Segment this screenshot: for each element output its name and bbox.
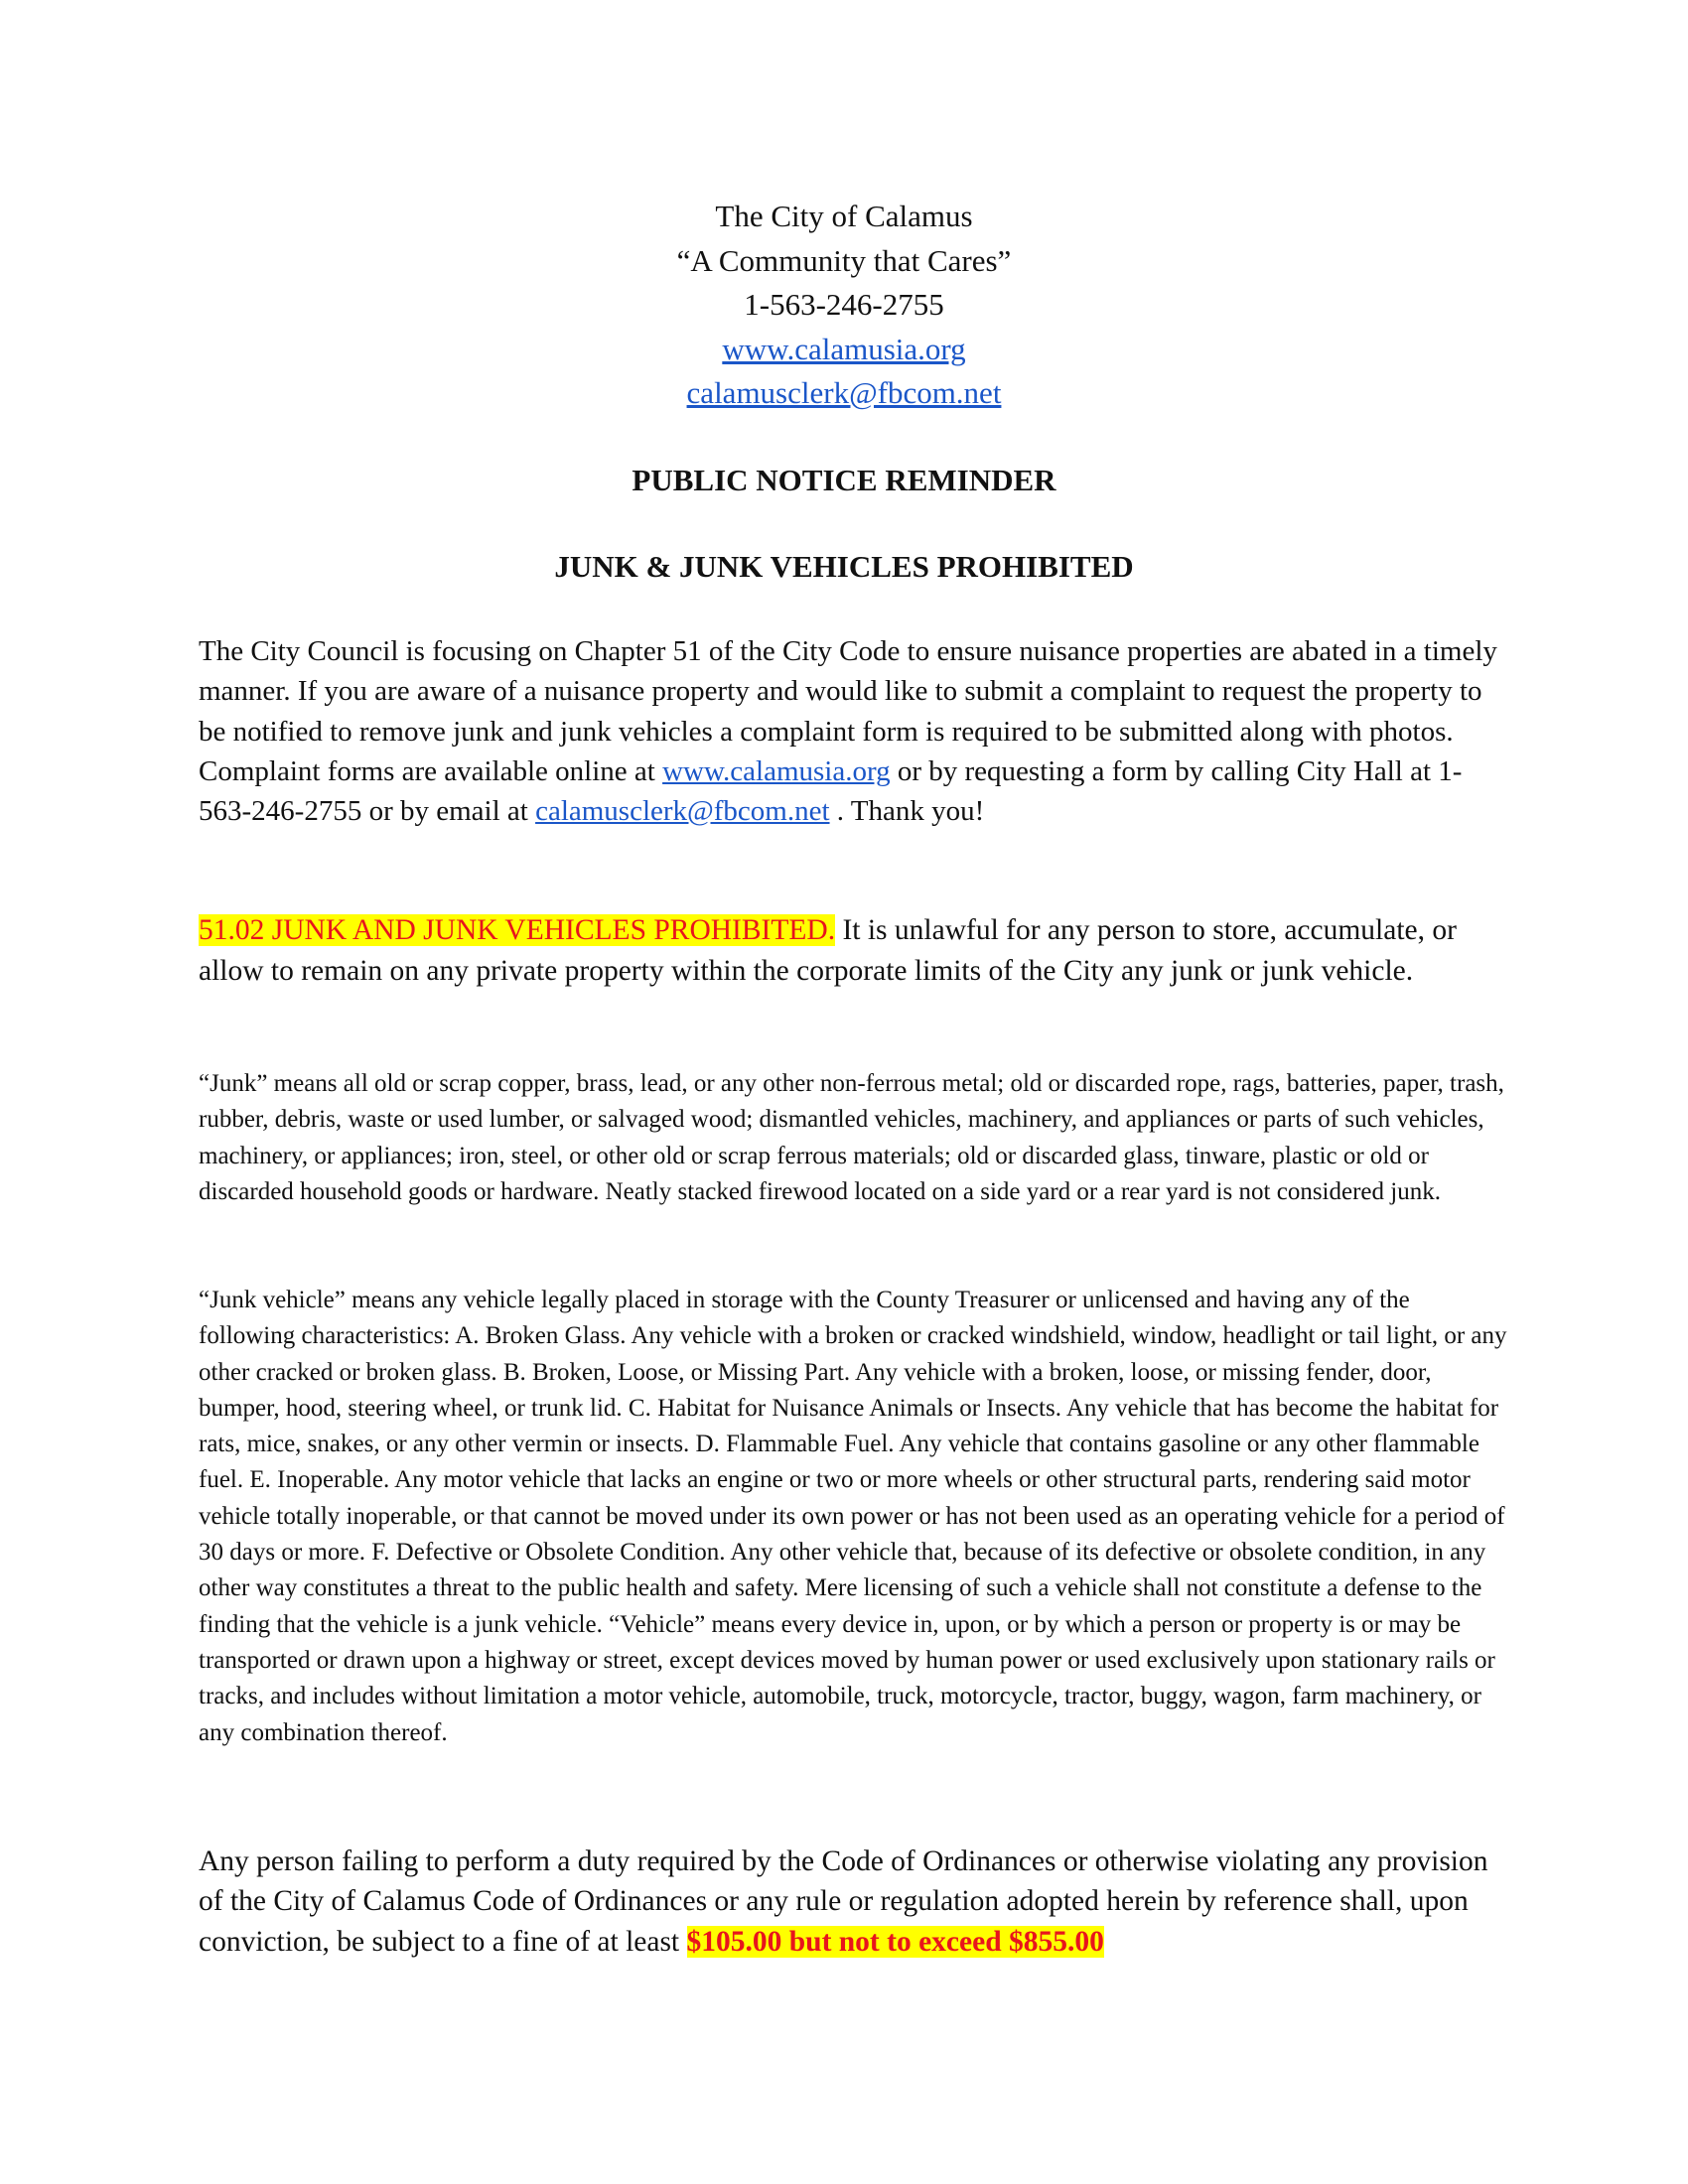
letterhead: [0, 195, 1688, 416]
junk-definition-text: “Junk” means all old or scrap copper, brass, lead, or any other non-ferrous metal; old or discarded rope, rags, batteries, paper, trash, rubber, debris, waste or used lumber, or salvaged wood; dismantled vehicles, machinery, and appliances or parts of such vehicles, machinery, or appliances; iron, steel, or other old or scrap ferrous materials; old or discarded glass, tinware, plastic or old or discarded household goods or hardware. Neatly stacked firewood located on a side yard or a rear yard is not considered junk.: [199, 1070, 1504, 1205]
junk-vehicle-definition-text: “Junk vehicle” means any vehicle legally placed in storage with the County Treasurer or unlicensed and having any of the following characteristics: A. Broken Glass. Any vehicle with a broken or cracked windshield, window, headlight or tail light, or any other cracked or broken glass. B. Broken, Loose, or Missing Part. Any vehicle with a broken, loose, or missing fender, door, bumper, hood, steering wheel, or trunk lid. C. Habitat for Nuisance Animals or Insects. Any vehicle that has become the habitat for rats, mice, snakes, or any other vermin or insects. D. Flammable Fuel. Any vehicle that contains gasoline or any other flammable fuel. E. Inoperable. Any motor vehicle that lacks an engine or two or more wheels or other structural parts, rendering said motor vehicle totally inoperable, or that cannot be moved under its own power or has not been used as an operating vehicle for a period of 30 days or more. F. Defective or Obsolete Condition. Any other vehicle that, because of its defective or obsolete condition, in any other way constitutes a threat to the public health and safety. Mere licensing of such a vehicle shall not constitute a defense to the finding that the vehicle is a junk vehicle. “Vehicle” means every device in, upon, or by which a person or property is or may be transported or drawn upon a highway or street, except devices moved by human power or used exclusively upon stationary rails or tracks, and includes without limitation a motor vehicle, automobile, truck, motorcycle, tractor, buggy, wagon, farm machinery, or any combination thereof.: [199, 1287, 1507, 1746]
penalty-text: Any person failing to perform a duty required by the Code of Ordinances or otherwise violating any provision of the City of Calamus Code of Ordinances or any rule or regulation adopted herein by reference shall, upon conviction, be subject to a fine of at least: [199, 1845, 1488, 1958]
title-heading: JUNK & JUNK VEHICLES PROHIBITED: [554, 549, 1134, 584]
intro-email-link[interactable]: calamusclerk@fbcom.net: [535, 795, 830, 828]
website-link[interactable]: www.calamusia.org: [722, 331, 966, 366]
email-link[interactable]: calamusclerk@fbcom.net: [686, 375, 1002, 410]
intro-text-1: The City Council is focusing on Chapter 51 of the City Code to ensure nuisance properties are abated in a timely manner. If you are aware of a nuisance property and would like to submit a complaint to request the property to be notified to remove junk and junk vehicles a complaint form is required to be submitted along with photos. Complaint forms are available online at: [199, 635, 1497, 787]
intro-paragraph: [199, 631, 1499, 831]
penalty-paragraph: [199, 1842, 1499, 1962]
city-motto: “A Community that Cares”: [676, 242, 1012, 278]
intro-website-link[interactable]: www.calamusia.org: [662, 754, 891, 787]
city-name: The City of Calamus: [715, 199, 973, 233]
junk-vehicle-definition: [199, 1283, 1509, 1751]
section-highlight: 51.02 JUNK AND JUNK VEHICLES PROHIBITED.: [199, 914, 836, 946]
intro-text-3: . Thank you!: [829, 795, 985, 828]
ordinance-section: [199, 910, 1499, 991]
intro-text-2: or by requesting a form by calling City Hall at 1-563-246-2755 or by email at: [199, 754, 1463, 828]
junk-definition: [199, 1066, 1509, 1210]
section-text: It is unlawful for any person to store, accumulate, or allow to remain on any private property within the corporate limits of the City any junk or junk vehicle.: [199, 914, 1457, 987]
city-phone: 1-563-246-2755: [744, 287, 944, 322]
fine-highlight: $105.00 but not to exceed $855.00: [686, 1925, 1104, 1958]
notice-heading: PUBLIC NOTICE REMINDER: [632, 463, 1056, 497]
